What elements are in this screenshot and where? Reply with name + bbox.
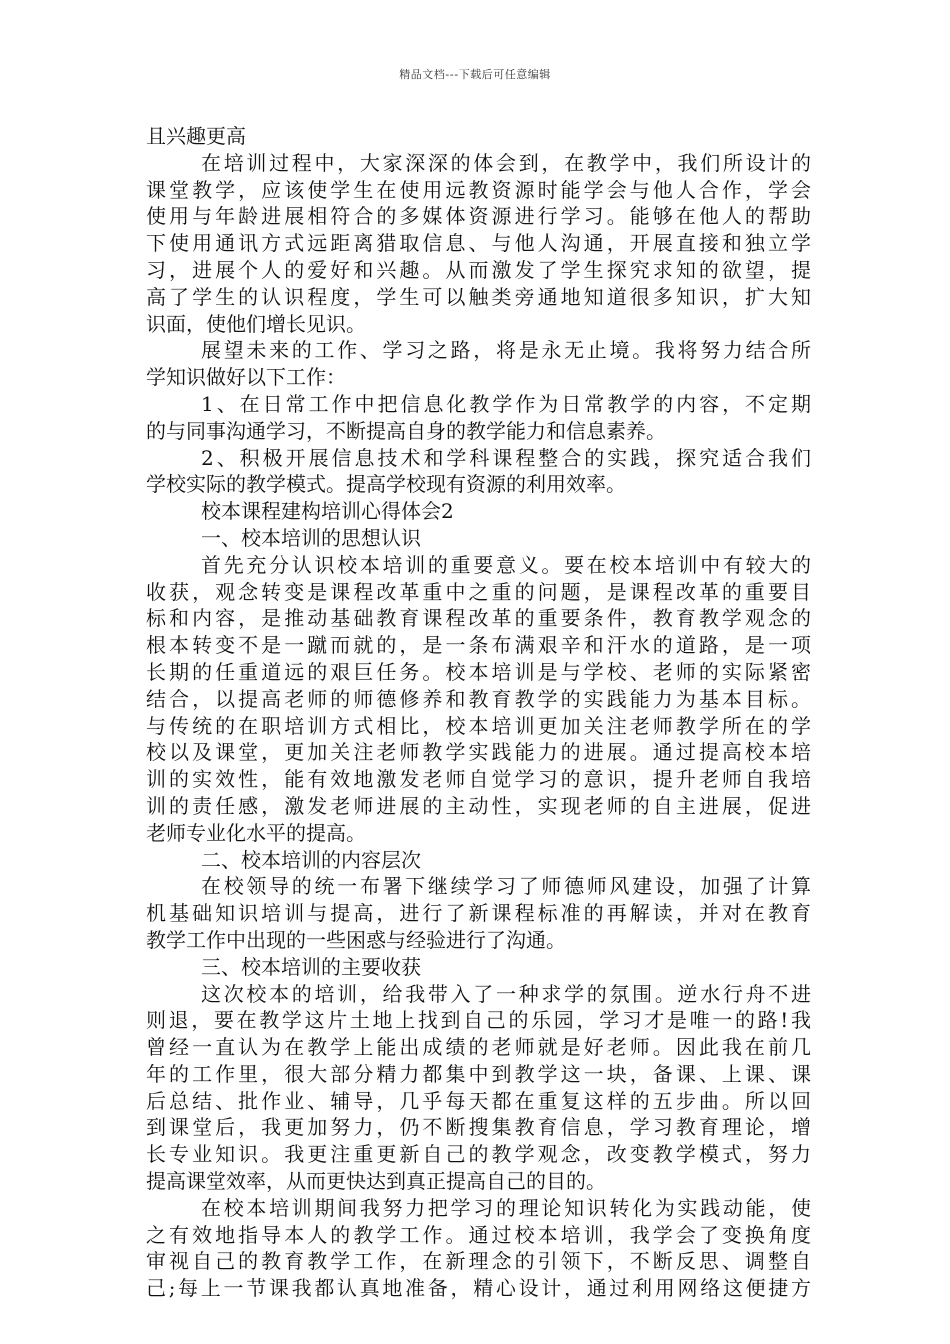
text-line: 教学工作中出现的一些困惑与经验进行了沟通。 [146,927,566,952]
text-line: 习，进展个人的爱好和兴趣。从而激发了学生探究求知的欲望，提 [146,257,811,282]
text-line: 审视自己的教育教学工作，在新理念的引领下，不断反思、调整自 [146,1249,811,1274]
text-line: 一、校本培训的思想认识 [201,525,421,550]
text-line: 到课堂后，我更加努力，仍不断搜集教育信息，学习教育理论，增 [146,1115,811,1140]
text-line: 校本课程建构培训心得体会2 [201,499,454,524]
text-line: 根本转变不是一蹴而就的，是一条布满艰辛和汗水的道路，是一项 [146,633,811,658]
text-line: 首先充分认识校本培训的重要意义。要在校本培训中有较大的 [201,552,811,577]
text-line: 之有效地指导本人的教学工作。通过校本培训，我学会了变换角度 [146,1222,811,1247]
text-line: 下使用通讯方式远距离猎取信息、与他人沟通，开展直接和独立学 [146,231,811,256]
text-line: 三、校本培训的主要收获 [201,954,421,979]
text-line: 收获，观念转变是课程改革重中之重的问题，是课程改革的重要目 [146,579,811,604]
text-line: 标和内容，是推动基础教育课程改革的重要条件，教育教学观念的 [146,606,811,631]
text-line: 与传统的在职培训方式相比，校本培训更加关注老师教学所在的学 [146,713,811,738]
text-line: 在校领导的统一布署下继续学习了师德师风建设，加强了计算 [201,874,811,899]
text-line: 在培训过程中，大家深深的体会到，在教学中，我们所设计的 [201,150,811,175]
text-line: 2、积极开展信息技术和学科课程整合的实践，探究适合我们 [201,445,811,470]
text-line: 使用与年龄进展相符合的多媒体资源进行学习。能够在他人的帮助 [146,204,811,229]
text-line: 学知识做好以下工作： [146,365,346,390]
text-line: 提高课堂效率，从而更快达到真正提高自己的目的。 [146,1169,606,1194]
text-line: 己;每上一节课我都认真地准备，精心设计，通过利用网络这便捷方 [146,1276,811,1301]
text-line: 学校实际的教学模式。提高学校现有资源的利用效率。 [146,472,626,497]
text-line: 高了学生的认识程度，学生可以触类旁通地知道很多知识，扩大知 [146,284,811,309]
text-line: 曾经一直认为在教学上能出成绩的老师就是好老师。因此我在前几 [146,1035,811,1060]
page-header: 精品文档---下载后可任意编辑 [399,68,551,81]
text-line: 课堂教学，应该使学生在使用远教资源时能学会与他人合作，学会 [146,177,811,202]
text-line: 训的实效性，能有效地激发老师自觉学习的意识，提升老师自我培 [146,767,811,792]
text-line: 且兴趣更高 [146,124,246,148]
text-line: 这次校本的培训，给我带入了一种求学的氛围。逆水行舟不进 [201,981,811,1006]
text-line: 在校本培训期间我努力把学习的理论知识转化为实践动能，使 [201,1195,811,1220]
text-line: 则退，要在教学这片土地上找到自己的乐园，学习才是唯一的路!我 [146,1008,811,1033]
text-line: 机基础知识培训与提高，进行了新课程标准的再解读，并对在教育 [146,901,811,926]
text-line: 识面，使他们增长见识。 [146,311,366,336]
text-line: 年的工作里，很大部分精力都集中到教学这一块，备课、上课、课 [146,1061,811,1086]
text-line: 老师专业化水平的提高。 [146,820,366,845]
text-line: 校以及课堂，更加关注老师教学实践能力的进展。通过提高校本培 [146,740,811,765]
text-line: 后总结、批作业、辅导，几乎每天都在重复这样的五步曲。所以回 [146,1088,811,1113]
text-line: 结合，以提高老师的师德修养和教育教学的实践能力为基本目标。 [146,686,811,711]
text-line: 长专业知识。我更注重更新自己的教学观念，改变教学模式，努力 [146,1142,811,1167]
text-line: 1、在日常工作中把信息化教学作为日常教学的内容，不定期 [201,391,811,416]
text-line: 展望未来的工作、学习之路，将是永无止境。我将努力结合所 [201,338,811,363]
document-body [146,123,811,1302]
text-line: 训的责任感，激发老师进展的主动性，实现老师的自主进展，促进 [146,793,811,818]
text-line: 的与同事沟通学习，不断提高自身的教学能力和信息素养。 [146,418,666,443]
text-line: 二、校本培训的内容层次 [201,847,421,872]
text-line: 长期的任重道远的艰巨任务。校本培训是与学校、老师的实际紧密 [146,659,811,684]
